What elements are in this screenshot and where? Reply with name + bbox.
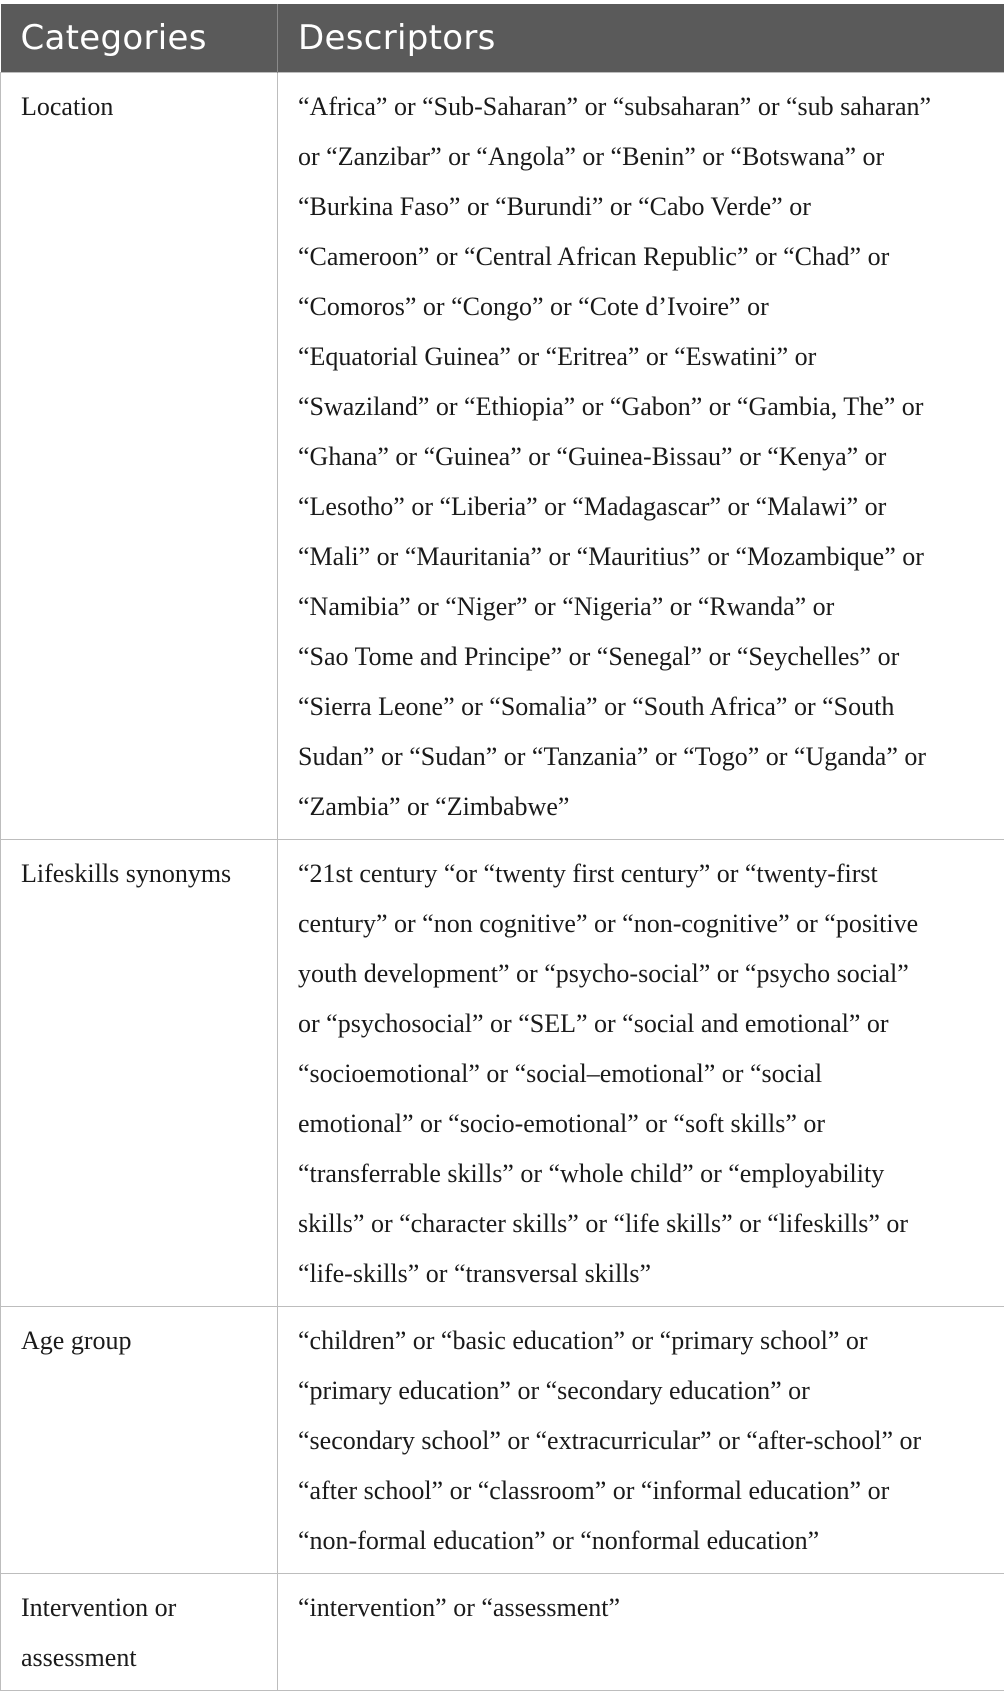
category-cell: Lifeskills synonyms [1,840,278,1307]
descriptors-cell: “21st century “or “twenty first century” or “twenty-first century” or “non cognitive” or “non-cognitive” or “positive youth development” or “psycho-social” or “psycho social” or “psychosocial” or “SEL” or “social and emotional” or “socioemotional” or “social–emotional” or “social emotional” or “socio-emotional” or “soft skills” or “transferrable skills” or “whole child” or “employability skills” or “character skills” or “life skills” or “lifeskills” or “life-skills” or “transversal skills” [278,840,1004,1307]
table-body [1,73,1004,1691]
header-row [1,4,1004,73]
category-cell: Age group [1,1307,278,1574]
category-cell: Location [1,73,278,840]
table-row-intervention-or-assessment [1,1574,1004,1691]
descriptors-cell: “children” or “basic education” or “primary school” or “primary education” or “secondary education” or “secondary school” or “extracurricular” or “after-school” or “after school” or “classroom” or “informal education” or “non-formal education” or “nonformal education” [278,1307,1004,1574]
table-row-age-group [1,1307,1004,1574]
search-terms-table-container [0,4,1004,1691]
category-cell: Intervention or assessment [1,1574,278,1691]
descriptors-cell: “intervention” or “assessment” [278,1574,1004,1691]
table-row-location [1,73,1004,840]
column-header-categories: Categories [1,4,278,73]
descriptors-cell: “Africa” or “Sub-Saharan” or “subsaharan” or “sub saharan” or “Zanzibar” or “Angola” or “Benin” or “Botswana” or “Burkina Faso” or “Burundi” or “Cabo Verde” or “Cameroon” or “Central African Republic” or “Chad” or “Comoros” or “Congo” or “Cote d’Ivoire” or “Equatorial Guinea” or “Eritrea” or “Eswatini” or “Swaziland” or “Ethiopia” or “Gabon” or “Gambia, The” or “Ghana” or “Guinea” or “Guinea-Bissau” or “Kenya” or “Lesotho” or “Liberia” or “Madagascar” or “Malawi” or “Mali” or “Mauritania” or “Mauritius” or “Mozambique” or “Namibia” or “Niger” or “Nigeria” or “Rwanda” or “Sao Tome and Principe” or “Senegal” or “Seychelles” or “Sierra Leone” or “Somalia” or “South Africa” or “South Sudan” or “Sudan” or “Tanzania” or “Togo” or “Uganda” or “Zambia” or “Zimbabwe” [278,73,1004,840]
column-header-descriptors: Descriptors [278,4,1004,73]
search-terms-table [0,4,1004,1691]
table-header [1,4,1004,73]
table-row-lifeskills-synonyms [1,840,1004,1307]
